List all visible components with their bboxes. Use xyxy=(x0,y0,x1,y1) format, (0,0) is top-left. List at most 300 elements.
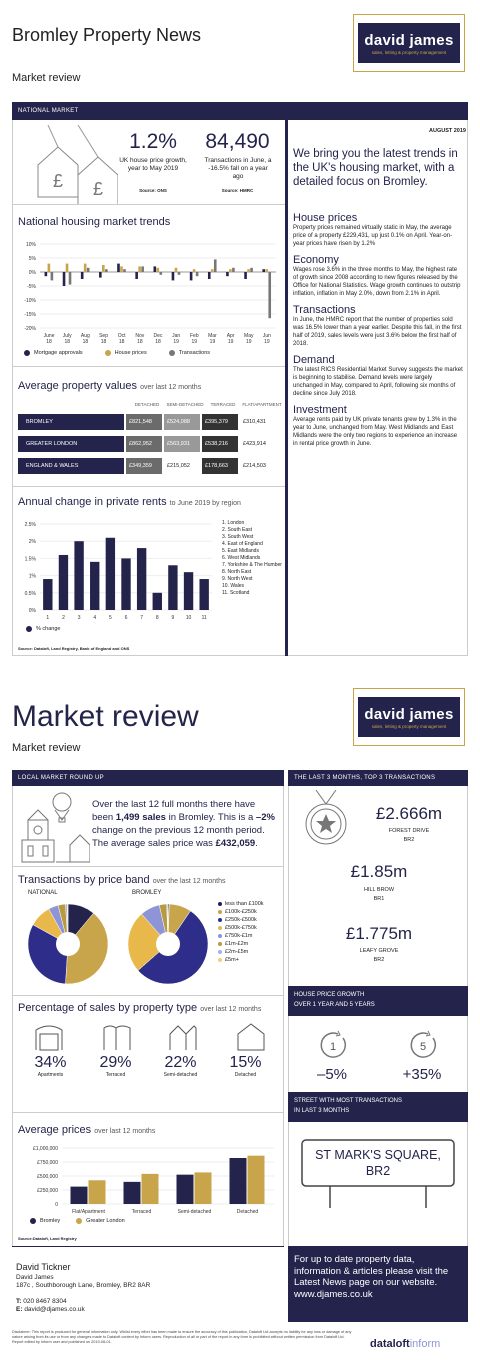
rents-region: 1. London xyxy=(222,520,245,526)
x-tick-label: 19 xyxy=(264,339,270,345)
x-tick-label: 3 xyxy=(77,615,81,621)
rents-region: 2. South East xyxy=(222,527,253,533)
values-header: TERRACED xyxy=(210,402,236,407)
y-tick-label: -5% xyxy=(27,284,36,290)
band-legend-item xyxy=(218,916,282,924)
rent-bar xyxy=(168,565,177,610)
street-name-1: ST MARK'S SQUARE, xyxy=(315,1148,441,1162)
rents-legend-label: % change xyxy=(36,626,61,632)
top3-price: £1.775m xyxy=(345,924,413,943)
band-sub: over the last 12 months xyxy=(152,878,226,885)
x-tick-label: 18 xyxy=(118,339,125,345)
bar-transactions xyxy=(196,272,199,276)
band-legend-label: less than £100k xyxy=(225,901,264,907)
band-bromley-label: BROMLEY xyxy=(132,890,162,896)
values-cell: £214,503 xyxy=(243,463,266,469)
dataloft-brand xyxy=(370,1338,440,1350)
rents-region: 6. West Midlands xyxy=(222,555,261,561)
y-tick-label: -15% xyxy=(24,312,36,318)
y-tick-label: 0% xyxy=(28,608,36,614)
pie-hole xyxy=(56,932,80,956)
rent-bar xyxy=(106,538,115,610)
y-tick-label: 0 xyxy=(55,1202,58,1208)
avg-bar-0 xyxy=(124,1182,141,1204)
bar-house-prices xyxy=(120,266,123,272)
pie-hole xyxy=(156,932,180,956)
band-legend-item xyxy=(218,924,282,932)
legend-house: House prices xyxy=(114,350,147,356)
band-legend xyxy=(218,900,282,964)
legend-dot xyxy=(218,958,222,962)
bar-transactions xyxy=(160,272,163,275)
contact-company: David James xyxy=(16,1274,54,1281)
bar-house-prices xyxy=(193,269,196,272)
y-tick-label: 10% xyxy=(25,242,36,248)
x-tick-label: 19 xyxy=(173,339,179,345)
legend-dot-transactions xyxy=(169,350,175,356)
street-name-2: BR2 xyxy=(365,1164,391,1178)
logo-tagline: sales, letting & property management xyxy=(371,49,447,55)
svg-text:£: £ xyxy=(92,179,104,199)
rents-chart xyxy=(18,518,218,624)
x-tick-label: Mar xyxy=(208,333,217,339)
rents-title xyxy=(18,496,241,508)
rents-title-text: Annual change in private rents xyxy=(18,496,167,508)
x-tick-label: 19 xyxy=(191,339,198,345)
legend-dot-bromley xyxy=(30,1218,36,1224)
medal-icon xyxy=(300,790,352,850)
property-type-pct: 29% xyxy=(99,1054,132,1071)
bar-house-prices xyxy=(66,264,69,272)
brand-dataloft: dataloft xyxy=(370,1338,410,1350)
values-cell: £524,088 xyxy=(164,414,200,430)
y-tick-label: £250,000 xyxy=(37,1188,58,1194)
band-legend-label: £1m-£2m xyxy=(225,941,249,947)
band-legend-label: £750k-£1m xyxy=(225,933,253,939)
values-title xyxy=(18,380,201,392)
legend-dot xyxy=(218,926,222,930)
values-cell: £538,216 xyxy=(202,436,238,452)
rent-bar xyxy=(59,555,68,610)
property-type-label: Detached xyxy=(234,1072,257,1078)
news-heading: Transactions xyxy=(293,304,356,316)
svg-text:1: 1 xyxy=(329,1041,337,1053)
news-text: The latest RICS Residential Market Survey suggests the market is beginning to stabilise. Demand levels were largely unchanged in May, compared to April, following six months of decline since July 2018. xyxy=(293,367,463,397)
values-cell: £215,052 xyxy=(164,458,200,474)
rent-bar xyxy=(90,562,99,610)
x-tick-label: 6 xyxy=(124,615,128,621)
top3-postcode: BR2 xyxy=(403,837,415,843)
detached-icon xyxy=(236,1022,266,1052)
bar-house-prices xyxy=(84,264,87,272)
bar-mortgage-approvals xyxy=(262,269,265,272)
news-heading: Economy xyxy=(293,254,339,266)
bar-mortgage-approvals xyxy=(99,272,102,278)
x-tick-label: 18 xyxy=(82,339,89,345)
top3-street: LEAFY GROVE xyxy=(359,948,399,954)
rents-region: 3. South West xyxy=(222,534,254,540)
national-header-bar xyxy=(12,102,468,120)
legend-mortgage: Mortgage approvals xyxy=(34,350,83,356)
avg-bar-1 xyxy=(248,1156,265,1204)
growth-header-1: HOUSE PRICE GROWTH xyxy=(294,992,365,998)
x-tick-label: 4 xyxy=(93,615,97,621)
bar-house-prices xyxy=(211,269,214,272)
bar-house-prices xyxy=(48,264,51,272)
cta-text[interactable]: For up to date property data, information & articles please visit the Latest News page on our website. www.djames.co.uk xyxy=(294,1254,449,1300)
legend-dot-house xyxy=(105,350,111,356)
legend-dot xyxy=(218,942,222,946)
x-tick-label: Sep xyxy=(99,333,108,339)
contact-tel-value[interactable]: 020 8467 8304 xyxy=(23,1298,67,1305)
property-type xyxy=(148,1054,213,1078)
bar-transactions xyxy=(232,268,235,272)
bar-house-prices xyxy=(247,269,250,272)
rent-bar xyxy=(199,579,208,610)
contact-email xyxy=(16,1306,85,1313)
bar-mortgage-approvals xyxy=(172,272,175,280)
x-tick-label: Terraced xyxy=(131,1209,152,1215)
values-row xyxy=(18,414,280,430)
y-tick-label: 0.5% xyxy=(24,590,36,597)
band-title xyxy=(18,874,226,886)
band-legend-item xyxy=(218,908,282,916)
one-year-icon xyxy=(318,1030,348,1060)
values-row-label: ENGLAND & WALES xyxy=(18,458,124,474)
values-row xyxy=(18,458,280,474)
bromley-pie-chart xyxy=(124,900,212,988)
property-type-pct: 15% xyxy=(229,1054,262,1071)
page2-title: Market review xyxy=(12,700,199,733)
logo xyxy=(353,688,465,746)
growth-1yr: –5% xyxy=(316,1066,348,1083)
rents-sub: to June 2019 by region xyxy=(169,500,241,507)
semi-detached-icon xyxy=(168,1022,198,1052)
x-tick-label: Jan xyxy=(172,333,181,339)
rent-bar xyxy=(184,572,193,610)
property-type-pct: 34% xyxy=(34,1054,67,1071)
page2-subtitle: Market review xyxy=(12,742,81,754)
band-legend-label: £100k-£250k xyxy=(225,909,257,915)
cta-box xyxy=(288,1246,468,1322)
bar-house-prices xyxy=(157,268,160,272)
legend-dot xyxy=(218,918,222,922)
y-tick-label: 1% xyxy=(28,573,36,580)
band-legend-item xyxy=(218,956,282,964)
avg-sub: over last 12 months xyxy=(94,1128,156,1135)
x-tick-label: 7 xyxy=(140,615,144,621)
local-sales: 1,499 sales xyxy=(115,812,166,823)
rents-region: 11. Scotland xyxy=(222,590,250,596)
local-text: . xyxy=(255,838,258,849)
local-summary xyxy=(92,798,278,850)
values-cell: £563,931 xyxy=(164,436,200,452)
avg-title-text: Average prices xyxy=(18,1124,92,1136)
values-row xyxy=(18,436,280,452)
values-row-label: GREATER LONDON xyxy=(18,436,124,452)
local-change: –2% xyxy=(255,812,275,823)
local-text: change on the previous 12 month period. The average sales price was xyxy=(92,825,265,849)
values-header: SEMI-DETACHED xyxy=(166,402,204,407)
values-title-text: Average property values xyxy=(18,380,138,392)
news-heading: Investment xyxy=(293,404,347,416)
divider xyxy=(12,486,285,487)
avg-bar-1 xyxy=(195,1172,212,1204)
y-tick-label: 2.5% xyxy=(24,522,36,528)
x-tick-label: 9 xyxy=(171,615,175,621)
x-tick-label: Apr xyxy=(226,333,235,339)
x-tick-label: Aug xyxy=(80,333,90,339)
band-legend-item xyxy=(218,932,282,940)
avg-bar-1 xyxy=(142,1174,159,1204)
rents-region: 7. Yorkshire & The Humber xyxy=(222,562,282,568)
x-tick-label: 19 xyxy=(245,339,252,345)
growth-5yr: +35% xyxy=(402,1066,442,1083)
divider xyxy=(12,1246,284,1247)
date-label: AUGUST 2019 xyxy=(429,128,466,134)
x-tick-label: 18 xyxy=(100,339,107,345)
logo-name: david james xyxy=(364,31,454,49)
property-type-pct: 22% xyxy=(164,1054,197,1071)
legend-dot-mortgage xyxy=(24,350,30,356)
stat1-value: 1.2% xyxy=(129,130,177,153)
band-legend-label: £2m-£5m xyxy=(225,949,249,955)
y-tick-label: 1.5% xyxy=(24,556,36,563)
top3-price: £1.85m xyxy=(350,862,408,881)
stat2-value: 84,490 xyxy=(205,130,270,153)
band-legend-label: £500k-£750k xyxy=(225,925,257,931)
bar-mortgage-approvals xyxy=(63,272,66,286)
x-tick-label: Jun xyxy=(262,333,271,339)
street-header-bar xyxy=(288,1092,468,1122)
bar-transactions xyxy=(87,268,90,272)
terraced-icon xyxy=(102,1022,132,1052)
y-tick-label: -20% xyxy=(24,326,36,332)
bar-mortgage-approvals xyxy=(190,272,193,280)
news-heading: House prices xyxy=(293,212,358,224)
values-header: DETACHED xyxy=(134,402,160,407)
x-tick-label: 19 xyxy=(227,339,234,345)
rents-region: 10. Wales xyxy=(222,583,245,589)
stat2-desc: Transactions in June, a -16.5% fall on a year ago xyxy=(204,157,272,180)
bar-transactions xyxy=(105,269,108,272)
avg-legend xyxy=(30,1218,125,1224)
divider xyxy=(12,1112,284,1113)
top3-postcode: BR1 xyxy=(373,896,385,902)
x-tick-label: 1 xyxy=(46,615,50,621)
property-type-label: Terraced xyxy=(105,1072,126,1078)
rent-bar xyxy=(43,579,52,610)
property-type-label: Apartments xyxy=(37,1072,64,1078)
x-tick-label: 18 xyxy=(137,339,143,345)
top3-price: £2.666m xyxy=(375,804,443,823)
local-header: LOCAL MARKET ROUND UP xyxy=(18,775,104,781)
x-tick-label: Flat/Apartment xyxy=(72,1209,105,1215)
values-cell: £349,359 xyxy=(126,458,162,474)
page1-subtitle: Market review xyxy=(12,72,81,84)
divider xyxy=(12,366,285,367)
contact-email-value[interactable]: david@djames.co.uk xyxy=(24,1306,85,1313)
average-prices-chart xyxy=(18,1144,280,1218)
y-tick-label: £1,000,000 xyxy=(32,1146,58,1152)
legend-dot-london xyxy=(76,1218,82,1224)
bar-transactions xyxy=(178,272,181,275)
rents-region-list xyxy=(222,520,282,597)
values-cell: £423,914 xyxy=(243,441,266,447)
x-tick-label: Feb xyxy=(189,333,199,339)
brand-inform: inform xyxy=(409,1338,441,1350)
bar-house-prices xyxy=(138,266,141,272)
street-header-2: IN LAST 3 MONTHS xyxy=(294,1108,350,1114)
bar-transactions xyxy=(123,269,126,272)
legend-dot xyxy=(218,950,222,954)
stat1-desc: UK house price growth, year to May 2019 xyxy=(119,157,187,172)
stat2-source: Source: HMRC xyxy=(221,188,254,193)
page1-title: Bromley Property News xyxy=(12,25,202,45)
rents-region: 5. East Midlands xyxy=(222,548,259,554)
divider xyxy=(285,120,288,656)
growth-header-2: OVER 1 YEAR AND 5 YEARS xyxy=(294,1002,375,1008)
logo xyxy=(353,14,465,72)
x-tick-label: 10 xyxy=(185,615,192,621)
bar-mortgage-approvals xyxy=(226,272,229,276)
national-header: NATIONAL MARKET xyxy=(18,108,79,114)
y-tick-label: -10% xyxy=(24,298,36,304)
bar-mortgage-approvals xyxy=(154,266,157,272)
intro-text: We bring you the latest trends in the UK's housing market, with a detailed focus on Bromley. xyxy=(293,148,458,188)
bar-transactions xyxy=(51,272,54,280)
x-tick-label: 2 xyxy=(62,615,65,621)
avg-bar-0 xyxy=(71,1187,88,1204)
local-price: £432,059 xyxy=(215,838,256,849)
x-tick-label: Dec xyxy=(153,333,163,339)
type-sub: over last 12 months xyxy=(200,1006,262,1013)
band-legend-label: £5m+ xyxy=(225,957,239,963)
x-tick-label: June xyxy=(43,333,55,339)
trends-chart xyxy=(18,238,280,346)
bar-mortgage-approvals xyxy=(208,272,211,279)
y-tick-label: 5% xyxy=(28,256,36,262)
top3-header: THE LAST 3 MONTHS, TOP 3 TRANSACTIONS xyxy=(294,775,436,781)
trends-title: National housing market trends xyxy=(18,216,171,228)
bar-house-prices xyxy=(229,269,232,272)
band-legend-item xyxy=(218,948,282,956)
local-text: in Bromley. This is a xyxy=(165,812,256,823)
growth-header-bar xyxy=(288,986,468,1016)
legend-bromley: Bromley xyxy=(40,1218,61,1224)
bar-house-prices xyxy=(175,268,178,272)
legend-dot xyxy=(218,902,222,906)
avg-bar-1 xyxy=(89,1180,106,1204)
disclaimer: Disclaimer: This report is produced for general information only. Whilst every effort has been made to ensure the accuracy of this publication, Dataloft Ltd accepts no liability for any loss or damage of any nature arising from its use or from any changes made to Dataloft content by Inform users. Reproduction of all or part of the report in any form is prohibited without written permission from Dataloft Ltd. Report edited by Inform user and published on 2019-08-01. xyxy=(12,1330,352,1344)
national-pie-chart xyxy=(24,900,112,988)
bar-house-prices xyxy=(265,269,268,272)
legend-london: Greater London xyxy=(86,1218,125,1224)
property-type xyxy=(83,1054,148,1078)
top3-street: HILL BROW xyxy=(363,887,395,893)
rents-legend xyxy=(26,626,60,632)
values-header: FLAT/APARTMENT xyxy=(242,402,282,407)
y-tick-label: £500,000 xyxy=(37,1174,58,1180)
svg-text:5: 5 xyxy=(419,1041,427,1053)
x-tick-label: 18 xyxy=(155,339,161,345)
bar-mortgage-approvals xyxy=(117,264,120,272)
x-tick-label: 8 xyxy=(155,615,159,621)
values-cell: £821,548 xyxy=(126,414,162,430)
band-legend-item xyxy=(218,940,282,948)
contact-address: 187c , Southborough Lane, Bromley, BR2 8AR xyxy=(16,1282,151,1289)
band-legend-item xyxy=(218,900,282,908)
y-tick-label: £750,000 xyxy=(37,1160,58,1166)
local-header-bar xyxy=(12,770,284,786)
values-sub: over last 12 months xyxy=(140,384,202,391)
x-tick-label: 18 xyxy=(64,339,71,345)
property-type xyxy=(213,1054,278,1078)
bar-transactions xyxy=(141,266,144,272)
avg-bar-0 xyxy=(177,1175,194,1204)
x-tick-label: Semi-detached xyxy=(177,1209,212,1215)
news-text: Average rents paid by UK private tenants grew by 1.3% in the year to June, unchanged from May. West Midlands and East Midlands were the only two regions to experience an increase in rental price growth in June. xyxy=(293,417,458,447)
top3-header-bar xyxy=(288,770,468,786)
x-tick-label: Detached xyxy=(236,1209,259,1215)
legend-dot xyxy=(218,934,222,938)
contact-tel xyxy=(16,1298,67,1305)
rents-region: 8. North East xyxy=(222,569,252,575)
values-cell: £862,952 xyxy=(126,436,162,452)
bar-transactions xyxy=(250,268,253,272)
avg-title xyxy=(18,1124,155,1136)
rent-bar xyxy=(137,548,146,610)
x-tick-label: 18 xyxy=(46,339,52,345)
x-tick-label: 19 xyxy=(209,339,216,345)
legend-dot xyxy=(218,910,222,914)
x-tick-label: Oct xyxy=(117,333,126,339)
values-row-label: BROMLEY xyxy=(18,414,124,430)
contact-tel-label: T: xyxy=(16,1298,22,1305)
news-sections xyxy=(293,206,463,448)
legend-transactions: Transactions xyxy=(178,350,211,356)
trends-legend xyxy=(24,350,210,356)
band-national-label: NATIONAL xyxy=(28,890,58,896)
top3-street: FOREST DRIVE xyxy=(388,828,430,834)
logo-tagline: sales, letting & property management xyxy=(371,723,447,729)
rents-region: 4. East of England xyxy=(222,541,263,547)
property-types xyxy=(18,1054,278,1078)
y-tick-label: 2% xyxy=(28,539,36,546)
y-tick-label: 0% xyxy=(28,270,36,276)
type-title-text: Percentage of sales by property type xyxy=(18,1002,198,1014)
avg-bar-0 xyxy=(230,1158,247,1204)
apartments-icon xyxy=(34,1022,64,1052)
top3-postcode: BR2 xyxy=(373,957,385,963)
legend-dot-rents xyxy=(26,626,32,632)
contact-email-label: E: xyxy=(16,1306,23,1313)
x-tick-label: 11 xyxy=(201,615,207,621)
news-text: In June, the HMRC report that the number of properties sold was 16.5% lower than a year earlier. Despite this fall, in the first half of 2019, sales levels were just 3.6% below the first half of 2018. xyxy=(293,317,462,347)
bar-house-prices xyxy=(102,265,105,272)
x-tick-label: 5 xyxy=(108,615,112,621)
news-heading: Demand xyxy=(293,354,335,366)
news-text: Wages rose 3.6% in the three months to May, the highest rate of growth since 2008 according to new figures released by the Office for National Statistics. Wage growth continues to outstrip inflation, inflation in May 2.0%, down from 2.1% in April. xyxy=(293,267,461,297)
property-type-label: Semi-detached xyxy=(163,1072,198,1078)
bar-mortgage-approvals xyxy=(81,272,84,279)
avg-source: Source:Dataloft, Land Registry xyxy=(18,1236,77,1241)
values-cell: £178,663 xyxy=(202,458,238,474)
bar-transactions xyxy=(268,272,271,318)
values-cell: £310,431 xyxy=(243,419,266,425)
stat1-source: Source: ONS xyxy=(139,188,167,193)
divider xyxy=(12,995,284,996)
